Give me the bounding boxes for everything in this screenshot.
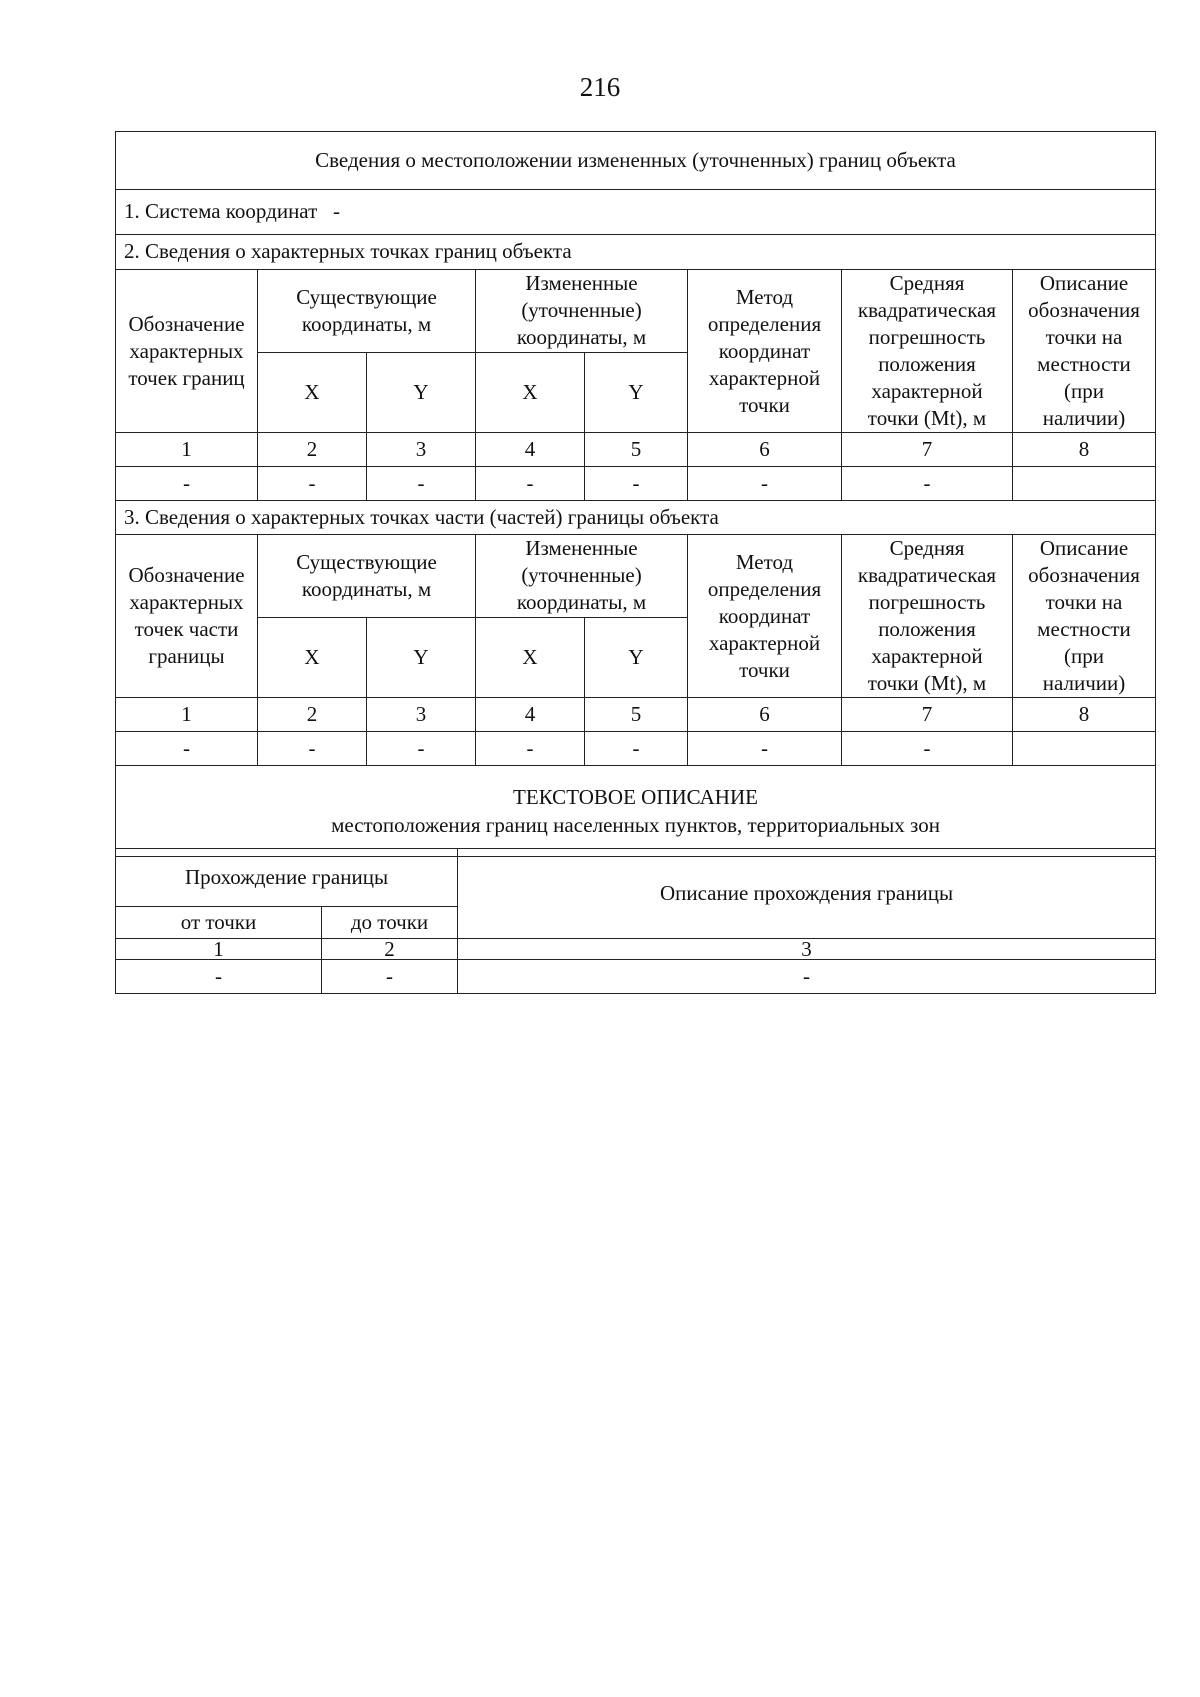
s2-num: 8: [1013, 433, 1156, 467]
text-description-block: [116, 766, 1156, 857]
passage-num: 1: [116, 939, 322, 960]
s3-header-existing-x: X: [258, 617, 367, 698]
passage-num: 3: [458, 939, 1156, 960]
coordinate-system-row: [116, 190, 1156, 235]
boundary-info-table: [115, 131, 1156, 857]
s2-number-row: [116, 433, 1156, 467]
s2-num: 6: [688, 433, 842, 467]
passage-data-row: [116, 960, 1156, 994]
s3-cell: -: [585, 732, 688, 766]
s3-num: 4: [476, 698, 585, 732]
coordinate-system-label: 1. Система координат: [124, 199, 318, 224]
coordinate-system-value: -: [333, 199, 341, 224]
section3-title: 3. Сведения о характерных точках части (частей) границы объекта: [116, 501, 1156, 535]
s2-num: 7: [842, 433, 1013, 467]
s2-num: 2: [258, 433, 367, 467]
s3-num: 1: [116, 698, 258, 732]
s3-header-changed: Измененные (уточненные) координаты, м: [476, 535, 688, 618]
passage-header: Прохождение границы: [116, 849, 458, 907]
s3-num: 8: [1013, 698, 1156, 732]
s2-header-designation: Обозначение характерных точек границ: [116, 270, 258, 433]
boundary-passage-table: [115, 848, 1156, 994]
s3-num: 5: [585, 698, 688, 732]
s2-cell: -: [476, 467, 585, 501]
s3-header-method: Метод определения координат характерной точки: [688, 535, 842, 698]
s3-num: 2: [258, 698, 367, 732]
s2-header-changed: Измененные (уточненные) координаты, м: [476, 270, 688, 353]
s3-number-row: [116, 698, 1156, 732]
s2-header-method: Метод определения координат характерной точки: [688, 270, 842, 433]
passage-cell: -: [458, 960, 1156, 994]
s2-cell: -: [842, 467, 1013, 501]
s3-cell: -: [688, 732, 842, 766]
passage-cell: -: [116, 960, 322, 994]
s2-cell: -: [116, 467, 258, 501]
s3-cell: -: [842, 732, 1013, 766]
s2-num: 3: [367, 433, 476, 467]
s2-cell: -: [688, 467, 842, 501]
passage-cell: -: [322, 960, 458, 994]
s3-header-changed-y: Y: [585, 617, 688, 698]
s2-cell: -: [585, 467, 688, 501]
s3-header-changed-x: X: [476, 617, 585, 698]
s3-header-existing-y: Y: [367, 617, 476, 698]
s2-header-changed-y: Y: [585, 352, 688, 433]
s2-header-existing: Существующие координаты, м: [258, 270, 476, 353]
main-title: Сведения о местоположении измененных (уточненных) границ объекта: [116, 132, 1156, 190]
s3-cell: -: [116, 732, 258, 766]
s3-cell: -: [258, 732, 367, 766]
s2-header-description: Описание обозначения точки на местности (при наличии): [1013, 270, 1156, 433]
s2-cell: -: [367, 467, 476, 501]
s2-data-row: [116, 467, 1156, 501]
from-point-header: от точки: [116, 907, 322, 939]
s3-num: 6: [688, 698, 842, 732]
s2-header-existing-x: X: [258, 352, 367, 433]
s3-header-designation: Обозначение характерных точек части границы: [116, 535, 258, 698]
s3-num: 7: [842, 698, 1013, 732]
s3-data-row: [116, 732, 1156, 766]
to-point-header: до точки: [322, 907, 458, 939]
passage-description-header: Описание прохождения границы: [458, 849, 1156, 939]
page-number: 216: [579, 72, 621, 102]
s2-num: 5: [585, 433, 688, 467]
s2-header-error: Средняя квадратическая погрешность положения характерной точки (Mt), м: [842, 270, 1013, 433]
s3-header-existing: Существующие координаты, м: [258, 535, 476, 618]
passage-number-row: [116, 939, 1156, 960]
s2-num: 4: [476, 433, 585, 467]
text-description-subtitle: местоположения границ населенных пунктов, территориальных зон: [331, 813, 940, 837]
s3-cell: -: [367, 732, 476, 766]
s3-header-error: Средняя квадратическая погрешность положения характерной точки (Mt), м: [842, 535, 1013, 698]
s3-cell: [1013, 732, 1156, 766]
s2-num: 1: [116, 433, 258, 467]
s2-cell: [1013, 467, 1156, 501]
passage-num: 2: [322, 939, 458, 960]
s2-header-changed-x: X: [476, 352, 585, 433]
section2-title: 2. Сведения о характерных точках границ объекта: [116, 235, 1156, 270]
s3-header-description: Описание обозначения точки на местности (при наличии): [1013, 535, 1156, 698]
s3-num: 3: [367, 698, 476, 732]
s2-cell: -: [258, 467, 367, 501]
s2-header-existing-y: Y: [367, 352, 476, 433]
s3-cell: -: [476, 732, 585, 766]
text-description-title: ТЕКСТОВОЕ ОПИСАНИЕ: [513, 785, 758, 809]
